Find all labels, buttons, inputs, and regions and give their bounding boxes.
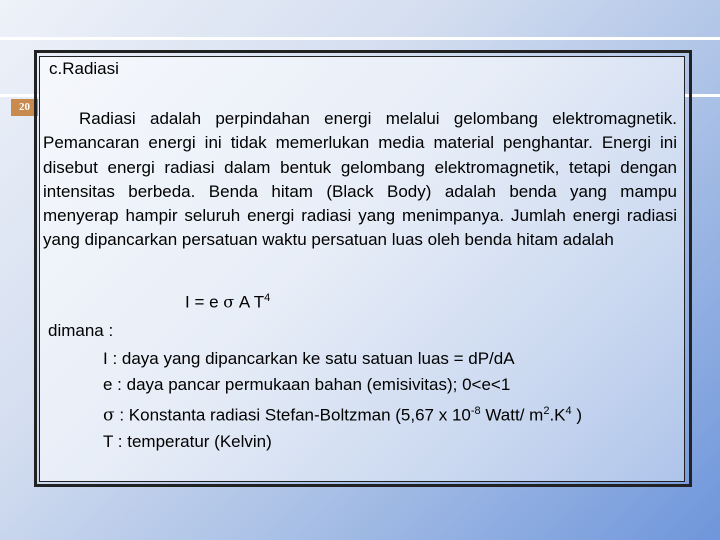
definition-sigma bbox=[103, 398, 582, 429]
definitions-intro: dimana : bbox=[48, 321, 114, 340]
exponent: 2 bbox=[543, 405, 550, 417]
sigma-symbol: σ bbox=[223, 292, 235, 312]
formula-rhs: A T bbox=[234, 292, 265, 312]
formula-exponent: 4 bbox=[264, 292, 271, 304]
definitions-list bbox=[103, 346, 582, 455]
sigma-symbol: σ bbox=[103, 405, 115, 426]
top-decorative-line bbox=[0, 37, 720, 40]
definition-sigma-close: ) bbox=[571, 405, 583, 425]
definition-emissivity: e : daya pancar permukaan bahan (emisivitas); 0<e<1 bbox=[103, 375, 511, 394]
exponent: -8 bbox=[470, 405, 481, 417]
body-paragraph: Radiasi adalah perpindahan energi melalui gelombang elektromagnetik. Pemancaran energi ini tidak memerlukan media material penghantar. Energi ini disebut energi radiasi dalam bentuk gelombang elektromagnetik, tetapi dengan intensitas berbeda. Benda hitam (Black Body) adalah benda yang mampu menyerap hampir seluruh energi radiasi yang menimpanya. Jumlah energi radiasi yang dipancarkan persatuan waktu persatuan luas oleh benda hitam adalah bbox=[43, 109, 677, 250]
slide-number-badge: 20 bbox=[11, 99, 38, 116]
definition-sigma-unit: Watt/ m bbox=[480, 405, 544, 425]
section-title: c.Radiasi bbox=[49, 59, 119, 78]
definition-sigma-unit-k: .K bbox=[549, 405, 566, 425]
definition-intensity: I : daya yang dipancarkan ke satu satuan luas = dP/dA bbox=[103, 349, 515, 368]
definition-sigma-text: : Konstanta radiasi Stefan-Boltzman (5,67 x 10 bbox=[114, 405, 471, 425]
definition-temperature: T : temperatur (Kelvin) bbox=[103, 431, 272, 451]
exponent: 4 bbox=[565, 405, 572, 417]
stefan-boltzmann-formula bbox=[185, 292, 270, 313]
formula-lhs: I = e bbox=[185, 292, 224, 312]
